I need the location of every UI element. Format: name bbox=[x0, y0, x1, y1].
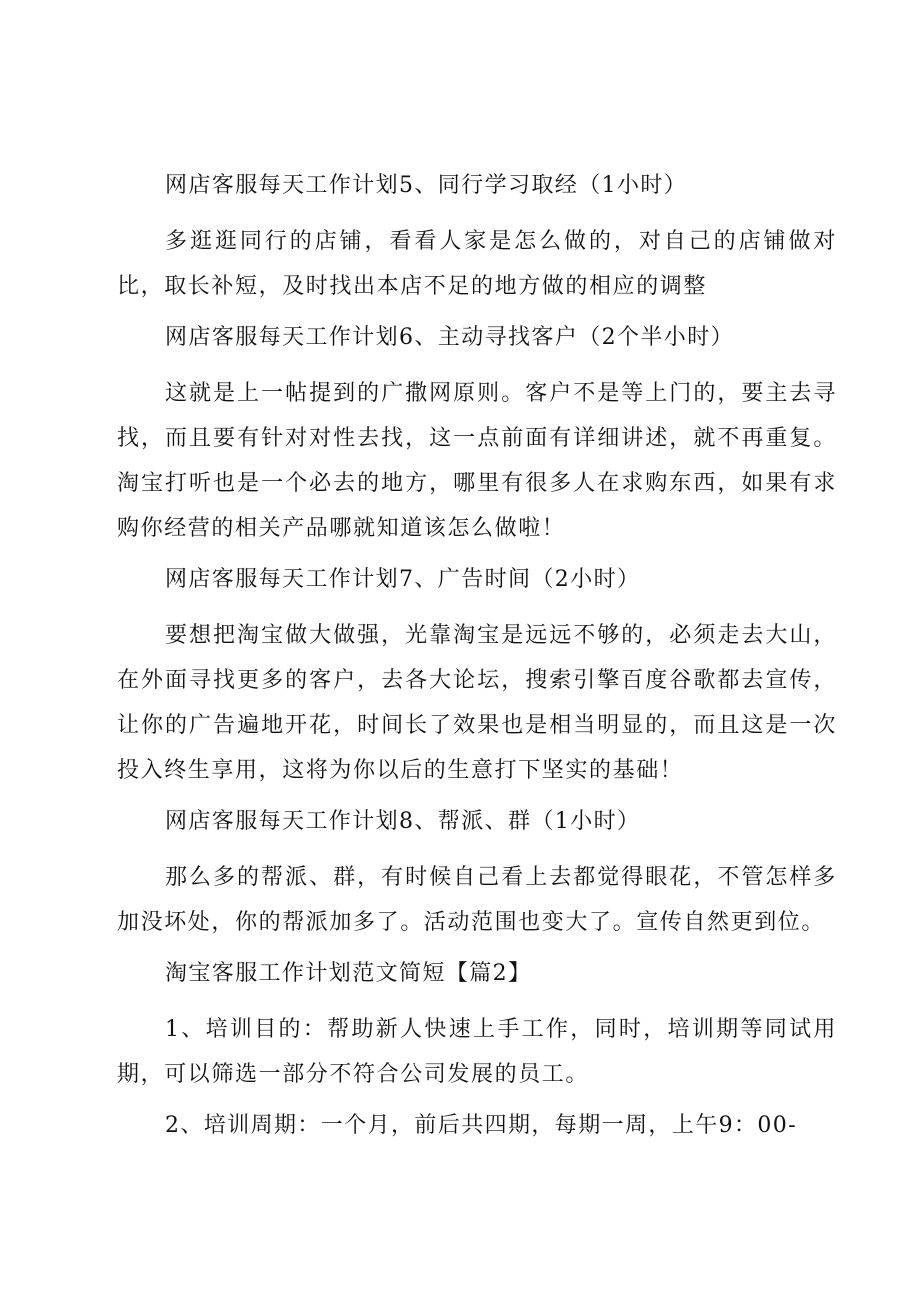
paragraph-training-period: 2、培训周期：一个月，前后共四期，每期一周，上午9：00- bbox=[165, 1113, 798, 1138]
paragraph-training-purpose: 1、培训目的：帮助新人快速上手工作，同时，培训期等同试用期，可以筛选一部分不符合公司发展的员工。 bbox=[117, 1017, 837, 1087]
paragraph-6: 这就是上一帖提到的广撒网原则。客户不是等上门的，要主去寻找，而且要有针对对性去找，这一点前面有详细讲述，就不再重复。淘宝打听也是一个必去的地方，哪里有很多人在求购东西，如果有求购你经营的相关产品哪就知道该怎么做啦！ bbox=[117, 381, 837, 541]
paragraph-8: 那么多的帮派、群，有时候自己看上去都觉得眼花，不管怎样多加没坏处，你的帮派加多了。活动范围也变大了。宣传自然更到位。 bbox=[117, 865, 837, 935]
section-heading-8: 网店客服每天工作计划8、帮派、群（1小时） bbox=[165, 809, 641, 834]
paragraph-7: 要想把淘宝做大做强，光靠淘宝是远远不够的，必须走去大山，在外面寻找更多的客户，去各大论坛，搜索引擎百度谷歌都去宣传，让你的广告遍地开花，时间长了效果也是相当明显的，而且这是一次投入终生享用，这将为你以后的生意打下坚实的基础！ bbox=[117, 623, 837, 783]
section-heading-6: 网店客服每天工作计划6、主动寻找客户（2个半小时） bbox=[165, 325, 734, 350]
paragraph-5: 多逛逛同行的店铺，看看人家是怎么做的，对自己的店铺做对比，取长补短，及时找出本店不足的地方做的相应的调整 bbox=[117, 229, 837, 299]
section-heading-5: 网店客服每天工作计划5、同行学习取经（1小时） bbox=[165, 173, 688, 198]
section-heading-7: 网店客服每天工作计划7、广告时间（2小时） bbox=[165, 567, 641, 592]
article-title-part-2: 淘宝客服工作计划范文简短【篇2】 bbox=[165, 961, 532, 986]
document-body bbox=[117, 166, 837, 1146]
